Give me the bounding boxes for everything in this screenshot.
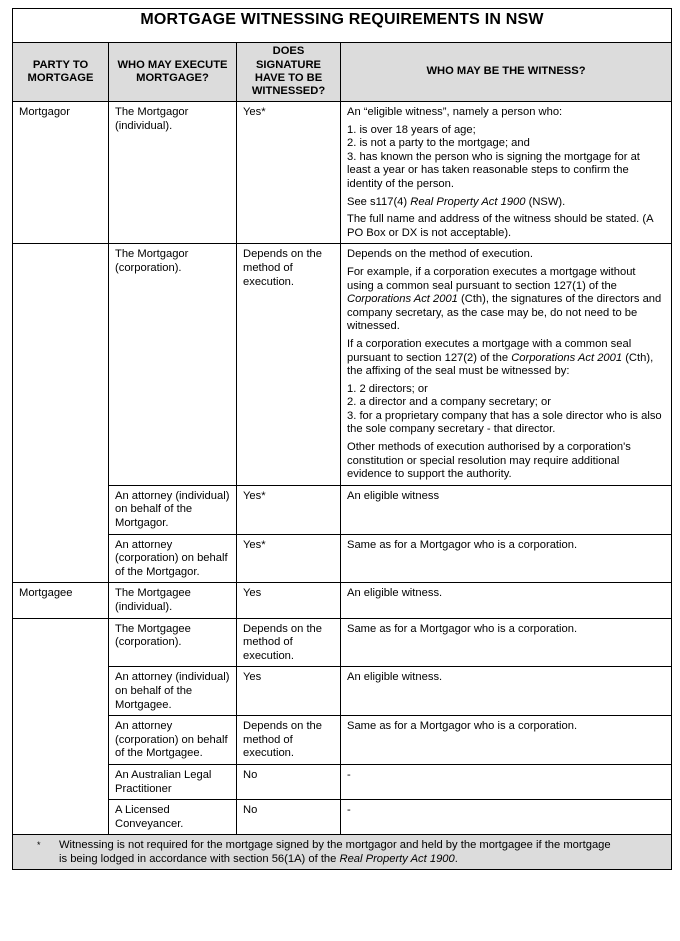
act-name: Corporations Act 2001	[511, 351, 623, 364]
executor-cell: An attorney (individual) on behalf of the Mortgagor.	[109, 485, 237, 534]
party-cell-empty	[13, 618, 109, 667]
party-cell-empty	[13, 667, 109, 716]
executor-cell: The Mortgagee (individual).	[109, 583, 237, 618]
header-signature-witnessed: DOES SIGNATURE HAVE TO BE WITNESSED?	[237, 43, 341, 102]
witness-cell: An eligible witness.	[341, 583, 672, 618]
header-party: PARTY TO MORTGAGE	[13, 43, 109, 102]
witnessed-cell: Yes*	[237, 485, 341, 534]
executor-cell: An attorney (corporation) on behalf of the Mortgagee.	[109, 716, 237, 765]
witness-cell	[341, 102, 672, 244]
header-row	[13, 43, 672, 102]
executor-cell: The Mortgagor (individual).	[109, 102, 237, 244]
witness-cell: An eligible witness	[341, 485, 672, 534]
act-name: Real Property Act 1900	[339, 852, 455, 865]
witnessing-requirements-table	[12, 8, 672, 870]
title-row	[13, 9, 672, 43]
table-row	[13, 764, 672, 799]
witnessed-cell: Yes	[237, 667, 341, 716]
witnessed-cell: Yes	[237, 583, 341, 618]
executor-cell: The Mortgagee (corporation).	[109, 618, 237, 667]
list-item: 1. is over 18 years of age;	[347, 123, 476, 136]
witnessed-cell: Depends on the method of execution.	[237, 716, 341, 765]
witness-cell: Same as for a Mortgagor who is a corporation.	[341, 716, 672, 765]
party-cell-empty	[13, 244, 109, 486]
act-name: Corporations Act 2001	[347, 293, 458, 306]
table-title: MORTGAGE WITNESSING REQUIREMENTS IN NSW	[13, 9, 672, 43]
witness-cell: Same as for a Mortgagor who is a corporation.	[341, 618, 672, 667]
table-row	[13, 800, 672, 835]
footnote	[13, 835, 672, 870]
witness-cell	[341, 244, 672, 486]
list-item: 3. has known the person who is signing the mortgage for at least a year or has taken reasonable steps to confirm the identity of the person.	[347, 150, 640, 190]
list-item: 2. a director and a company secretary; or	[347, 396, 551, 409]
party-cell-empty	[13, 764, 109, 799]
witness-cell: Same as for a Mortgagor who is a corporation.	[341, 534, 672, 583]
list-item: 2. is not a party to the mortgage; and	[347, 137, 530, 150]
list-item: 3. for a proprietary company that has a sole director who is also the sole company secretary - that director.	[347, 409, 662, 436]
executor-cell: The Mortgagor (corporation).	[109, 244, 237, 486]
header-who-may-be-witness: WHO MAY BE THE WITNESS?	[341, 43, 672, 102]
paragraph: Depends on the method of execution.	[347, 248, 533, 261]
witnessed-cell: Depends on the method of execution.	[237, 244, 341, 486]
table-row	[13, 583, 672, 618]
table-row	[13, 485, 672, 534]
witnessed-cell: No	[237, 800, 341, 835]
party-cell-empty	[13, 485, 109, 534]
party-mortgagee: Mortgagee	[13, 583, 109, 618]
executor-cell: An attorney (individual) on behalf of the Mortgagee.	[109, 667, 237, 716]
table-row	[13, 618, 672, 667]
act-reference: See s117(4) Real Property Act 1900 (NSW).	[347, 195, 566, 208]
executor-cell: An Australian Legal Practitioner	[109, 764, 237, 799]
table-row	[13, 667, 672, 716]
party-mortgagor: Mortgagor	[13, 102, 109, 244]
footnote-row	[13, 835, 672, 870]
table-row	[13, 716, 672, 765]
table-row	[13, 534, 672, 583]
witness-cell: An eligible witness.	[341, 667, 672, 716]
witness-intro: An “eligible witness”, namely a person who:	[347, 106, 563, 118]
party-cell-empty	[13, 800, 109, 835]
paragraph: Other methods of execution authorised by a corporation's constitution or special resolution may require additional evidence to support the authority.	[347, 441, 631, 481]
header-who-may-execute: WHO MAY EXECUTE MORTGAGE?	[109, 43, 237, 102]
witnessed-cell: No	[237, 764, 341, 799]
footnote-text: Witnessing is not required for the mortgage signed by the mortgagor and held by the mortgagee if the mortgage is being lodged in accordance with section 56(1A) of the Real Property Act 1900.	[59, 839, 611, 865]
witness-details-note: The full name and address of the witness should be stated. (A PO Box or DX is not acceptable).	[347, 213, 653, 239]
executor-cell: An attorney (corporation) on behalf of the Mortgagor.	[109, 534, 237, 583]
witnessed-cell: Yes*	[237, 102, 341, 244]
executor-cell: A Licensed Conveyancer.	[109, 800, 237, 835]
party-cell-empty	[13, 716, 109, 765]
table-row	[13, 102, 672, 244]
list-item: 1. 2 directors; or	[347, 382, 428, 395]
act-name: Real Property Act 1900	[410, 195, 526, 208]
table-row	[13, 244, 672, 486]
paragraph: For example, if a corporation executes a mortgage without using a common seal pursuant to section 127(1) of the Corporations Act 2001 (Cth), the signatures of the directors and company secretary, as the case may be, do not need to be witnessed.	[347, 265, 662, 333]
witnessed-cell: Yes*	[237, 534, 341, 583]
footnote-marker: *	[37, 840, 41, 851]
party-cell-empty	[13, 534, 109, 583]
witness-cell: -	[341, 800, 672, 835]
paragraph: If a corporation executes a mortgage with a common seal pursuant to section 127(2) of the Corporations Act 2001 (Cth), the affixing of the seal must be witnessed by:	[347, 337, 654, 378]
witnessed-cell: Depends on the method of execution.	[237, 618, 341, 667]
witness-cell: -	[341, 764, 672, 799]
